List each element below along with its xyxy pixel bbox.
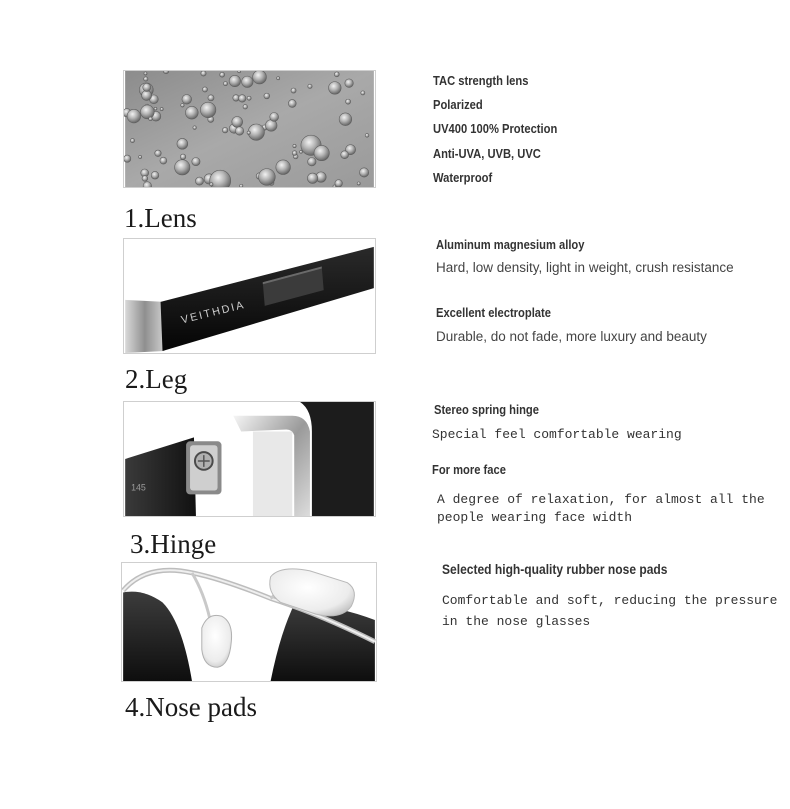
temple-arm-icon (124, 239, 375, 353)
water-droplet (346, 99, 351, 104)
size-marking: 145 (131, 482, 146, 493)
water-droplet (243, 105, 248, 110)
water-droplet (314, 145, 329, 160)
water-droplet (329, 82, 342, 95)
water-droplet (339, 113, 352, 126)
hinge-photo (123, 401, 376, 517)
water-droplets-icon (124, 71, 375, 187)
hinge-feature-1-desc: Special feel comfortable wearing (432, 427, 682, 442)
water-droplet (180, 154, 186, 160)
water-droplet (247, 96, 251, 100)
nose-pads-feature-desc-line-2: in the nose glasses (442, 614, 591, 629)
water-droplet (154, 107, 157, 110)
water-droplet (127, 109, 141, 123)
lens-feature-3: UV400 100% Protection (433, 121, 558, 136)
water-droplet (185, 106, 198, 119)
water-droplet (155, 150, 161, 156)
water-droplet (208, 95, 214, 101)
water-droplet (140, 105, 154, 119)
lens-feature-2: Polarized (433, 97, 483, 112)
water-droplet (149, 117, 153, 121)
nose-pads-feature-desc-line-1: Comfortable and soft, reducing the pressure (442, 593, 778, 608)
leg-feature-1-desc: Hard, low density, light in weight, crush resistance (436, 260, 734, 275)
water-droplet (182, 94, 192, 104)
nose-pads-photo (121, 562, 377, 682)
water-droplet (151, 171, 159, 179)
lens-feature-5: Waterproof (433, 170, 493, 185)
leg-feature-2-desc: Durable, do not fade, more luxury and beauty (436, 329, 707, 344)
water-droplet (259, 169, 276, 186)
hinge-feature-2-desc-line-2: people wearing face width (437, 510, 633, 525)
hinge-feature-1-title: Stereo spring hinge (434, 402, 539, 417)
water-droplet (276, 160, 291, 175)
water-droplet (139, 155, 142, 158)
water-droplet (175, 160, 190, 175)
water-droplet (242, 76, 253, 87)
water-droplet (341, 151, 349, 159)
water-droplet (223, 82, 227, 86)
water-droplet (308, 84, 312, 88)
water-droplet (177, 138, 188, 149)
water-droplet (144, 77, 148, 81)
water-droplet (192, 158, 200, 166)
water-droplet (130, 139, 134, 143)
water-droplet (229, 75, 240, 86)
leg-feature-1-title: Aluminum magnesium alloy (436, 237, 585, 252)
water-droplet (160, 108, 163, 111)
leg-photo (123, 238, 376, 354)
brand-mark: VEITHDIA (180, 298, 247, 327)
water-droplet (270, 112, 279, 121)
water-droplet (144, 72, 147, 75)
nose-pads-caption: 4.Nose pads (125, 692, 257, 722)
leg-caption: 2.Leg (125, 364, 188, 394)
water-droplet (143, 83, 151, 91)
water-droplet (220, 72, 225, 77)
water-droplet (210, 183, 213, 186)
water-droplet (235, 127, 243, 135)
water-droplet (288, 100, 296, 108)
water-droplet (345, 79, 353, 87)
water-droplet (238, 71, 241, 73)
water-droplet (222, 127, 228, 133)
water-droplet (238, 95, 245, 102)
water-droplet (293, 144, 296, 147)
water-droplet (360, 168, 369, 177)
water-droplet (142, 90, 152, 100)
water-droplet (264, 93, 270, 99)
water-droplet (195, 177, 203, 185)
hinge-feature-2-title: For more face (432, 462, 506, 477)
water-droplet (300, 150, 303, 153)
hinge-caption: 3.Hinge (130, 529, 217, 559)
water-droplet (277, 77, 280, 80)
leg-feature-2-title: Excellent electroplate (436, 305, 551, 320)
water-droplet (163, 71, 168, 74)
water-droplet (292, 151, 297, 156)
water-droplet (193, 126, 197, 130)
water-droplet (357, 182, 360, 185)
lens-caption: 1.Lens (124, 203, 197, 233)
water-droplet (253, 71, 267, 84)
water-droplet (124, 155, 131, 162)
water-droplet (307, 173, 317, 183)
water-droplet (160, 157, 167, 164)
water-droplet (202, 87, 207, 92)
water-droplet (232, 117, 243, 128)
nose-pads-feature-title: Selected high-quality rubber nose pads (442, 561, 668, 577)
lens-feature-4: Anti-UVA, UVB, UVC (433, 146, 541, 161)
water-droplet (240, 184, 243, 187)
water-droplet (247, 131, 250, 134)
water-droplet (333, 185, 336, 187)
hinge-feature-2-desc-line-1: A degree of relaxation, for almost all the (437, 492, 765, 507)
nose-pads-icon (122, 563, 376, 681)
water-droplet (308, 158, 316, 166)
water-droplet (181, 104, 185, 108)
lens-photo (123, 70, 376, 188)
spring-hinge-icon (124, 402, 375, 516)
water-droplet (142, 176, 148, 182)
water-droplet (365, 134, 369, 138)
lens-feature-1: TAC strength lens (433, 73, 529, 88)
water-droplet (201, 71, 206, 76)
water-droplet (361, 91, 365, 95)
water-droplet (334, 72, 339, 77)
water-droplet (200, 102, 216, 118)
water-droplet (291, 88, 296, 93)
